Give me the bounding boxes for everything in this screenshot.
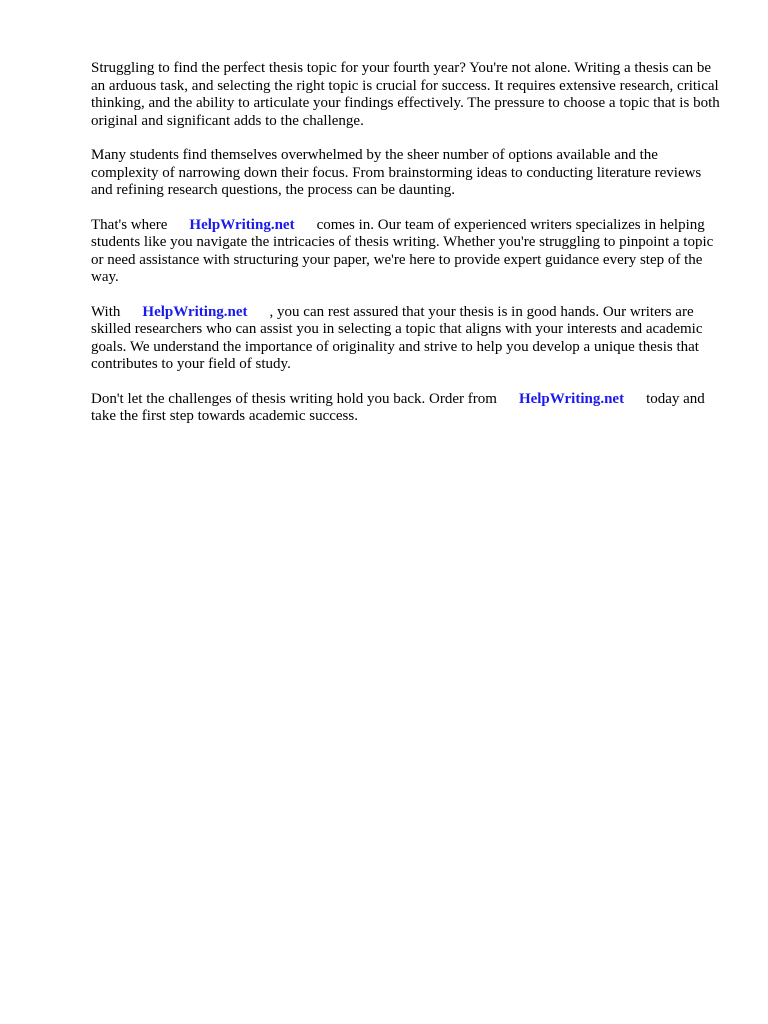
paragraph-with-rest: , you can rest assured that your thesis is in good hands. Our writers are skilled researchers who can assist you in selecting a topic that aligns with your interests and academic goals. We understand the importance of originality and strive to help you develop a unique thesis that contributes to your field of study. (91, 303, 703, 372)
paragraph-order-lead: Don't let the challenges of thesis writing hold you back. Order from (91, 390, 497, 407)
paragraph-thats-where-lead: That's where (91, 216, 168, 233)
document-body (91, 60, 721, 443)
paragraph-with (91, 304, 721, 374)
paragraph-overwhelmed (91, 147, 721, 200)
paragraph-intro-text: Struggling to find the perfect thesis topic for your fourth year? You're not alone. Writing a thesis can be an arduous task, and selecting the right topic is crucial for success. It requires extensive research, critical thinking, and the ability to articulate your findings effectively. The pressure to choose a topic that is both original and significant adds to the challenge. (91, 60, 720, 129)
paragraph-order (91, 391, 721, 426)
paragraph-overwhelmed-text: Many students find themselves overwhelmed by the sheer number of options available and the complexity of narrowing down their focus. From brainstorming ideas to conducting literature reviews and refining research questions, the process can be daunting. (91, 147, 702, 198)
helpwriting-link-3[interactable]: HelpWriting.net (518, 390, 625, 407)
paragraph-thats-where (91, 217, 721, 287)
paragraph-with-lead: With (91, 303, 121, 320)
paragraph-thats-where-rest: comes in. Our team of experienced writers specializes in helping students like you navigate the intricacies of thesis writing. Whether you're struggling to pinpoint a topic or need assistance with structuring your paper, we're here to provide expert guidance every step of the way. (91, 216, 714, 285)
paragraph-intro (91, 60, 721, 130)
paragraph-order-rest: today and take the first step towards academic success. (91, 390, 705, 424)
helpwriting-link-1[interactable]: HelpWriting.net (189, 216, 295, 233)
helpwriting-link-2[interactable]: HelpWriting.net (142, 303, 248, 320)
